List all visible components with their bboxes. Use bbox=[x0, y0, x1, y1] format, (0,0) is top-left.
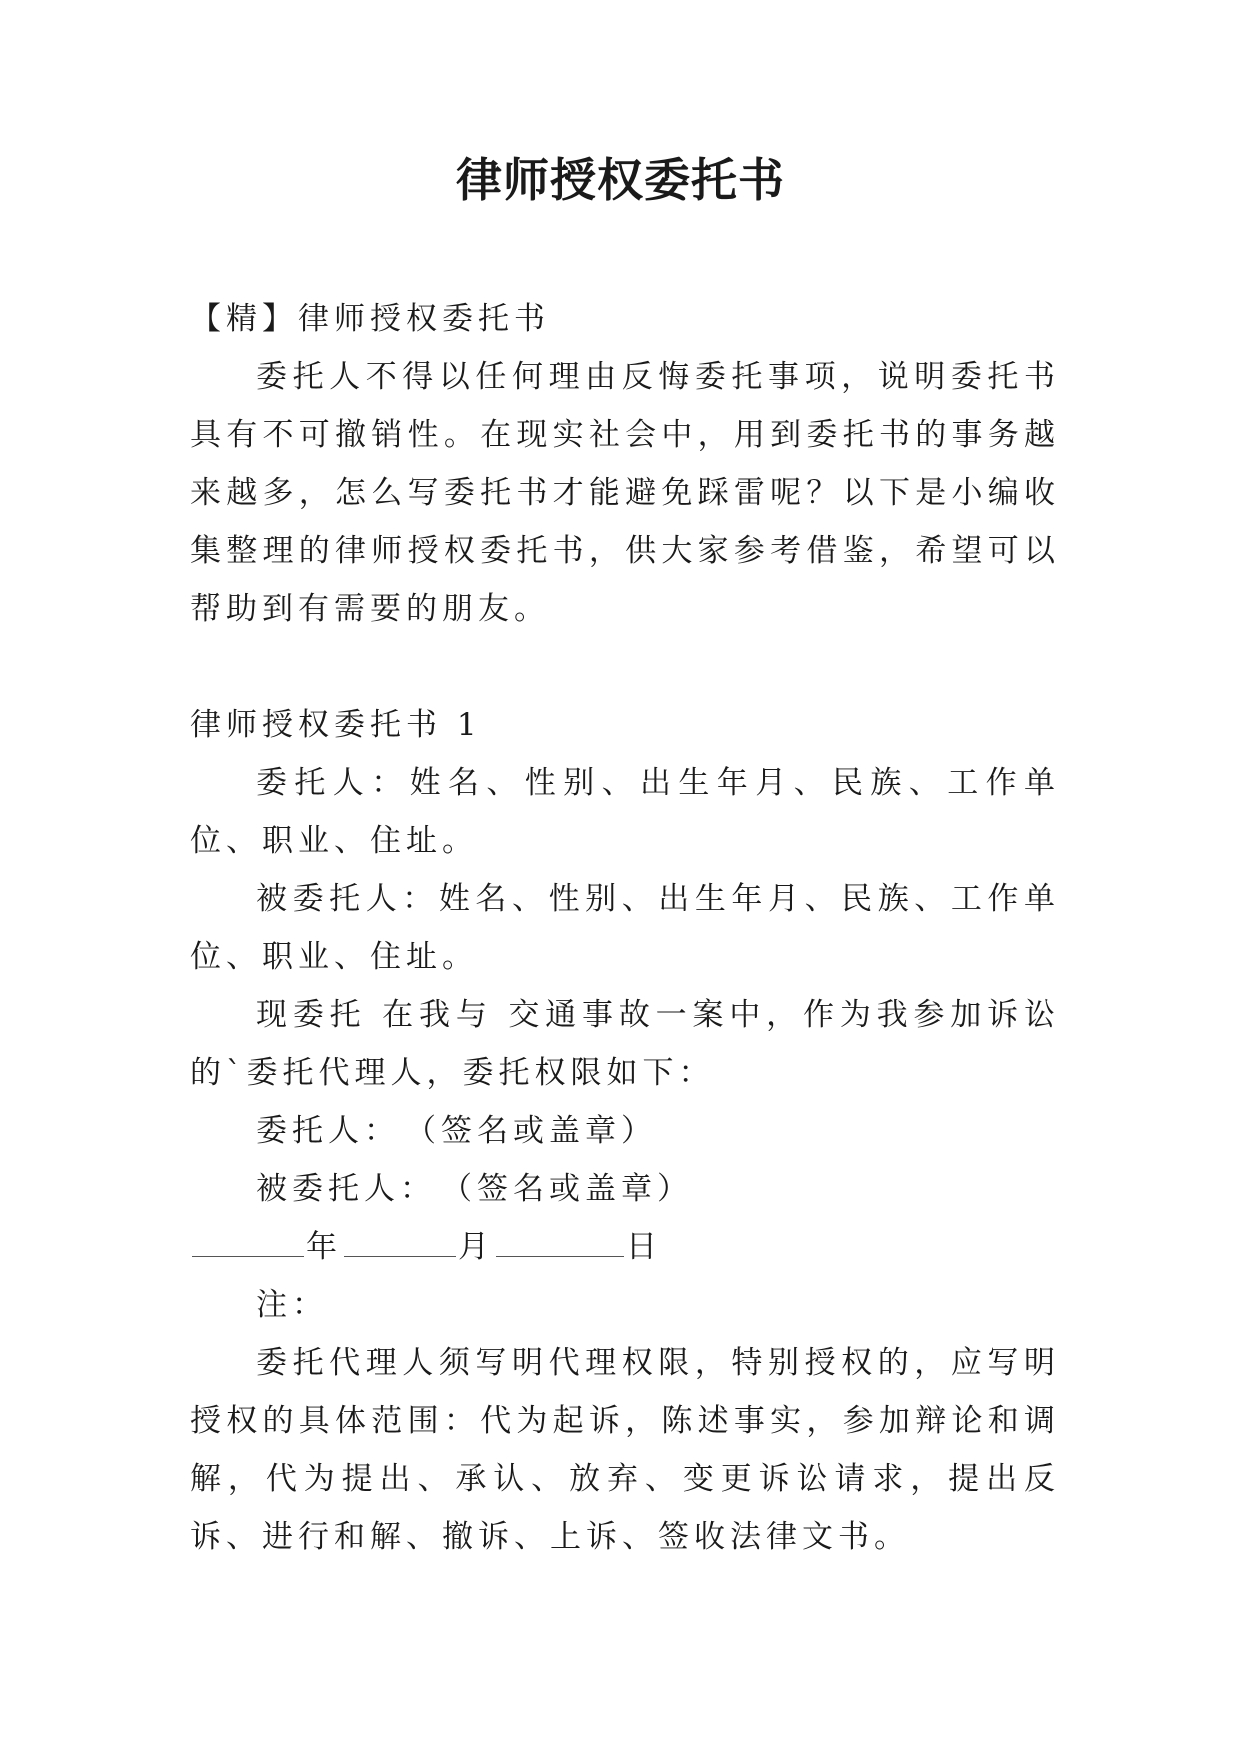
document-title: 律师授权委托书 bbox=[456, 153, 785, 207]
year-blank bbox=[192, 1222, 304, 1257]
document-body bbox=[190, 290, 1060, 1566]
section-heading: 律师授权委托书 1 bbox=[190, 707, 482, 743]
year-label: 年 bbox=[306, 1229, 342, 1265]
day-blank bbox=[496, 1222, 624, 1257]
principal-signature-line: 委托人： （签名或盖章） bbox=[256, 1113, 657, 1149]
day-label: 日 bbox=[626, 1229, 662, 1265]
month-blank bbox=[344, 1222, 456, 1257]
intro-paragraph: 委托人不得以任何理由反悔委托事项，说明委托书具有不可撤销性。在现实社会中，用到委托书的事务越来越多，怎么写委托书才能避免踩雷呢？以下是小编收集整理的律师授权委托书，供大家参考借鉴，希望可以帮助到有需要的朋友。 bbox=[190, 359, 1060, 627]
date-line bbox=[190, 1218, 1060, 1276]
entrust-paragraph: 现委托 在我与 交通事故一案中，作为我参加诉讼的`委托代理人，委托权限如下： bbox=[190, 997, 1060, 1091]
note-paragraph: 委托代理人须写明代理权限，特别授权的，应写明授权的具体范围：代为起诉，陈述事实，参加辩论和调解，代为提出、承认、放弃、变更诉讼请求，提出反诉、进行和解、撤诉、上诉、签收法律文书。 bbox=[190, 1345, 1060, 1555]
principal-paragraph: 委托人：姓名、性别、出生年月、民族、工作单位、职业、住址。 bbox=[190, 765, 1060, 859]
agent-paragraph: 被委托人：姓名、性别、出生年月、民族、工作单位、职业、住址。 bbox=[190, 881, 1060, 975]
note-label: 注： bbox=[256, 1287, 328, 1323]
agent-signature-line: 被委托人： （签名或盖章） bbox=[256, 1171, 693, 1207]
document-subtitle: 【精】律师授权委托书 bbox=[190, 301, 550, 337]
month-label: 月 bbox=[458, 1229, 494, 1265]
